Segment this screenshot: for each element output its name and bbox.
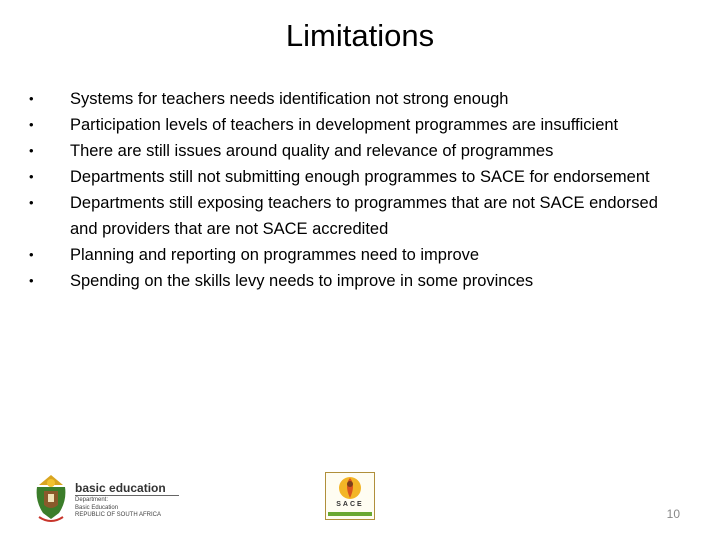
bullet-item <box>29 112 669 138</box>
bullet-list <box>29 86 669 294</box>
bullet-marker: • <box>29 117 34 132</box>
bullet-text: Systems for teachers needs identification not strong enough <box>70 90 509 108</box>
bullet-text: Participation levels of teachers in development programmes are insufficient <box>70 116 619 134</box>
bullet-marker: • <box>29 195 34 210</box>
dbe-line3: REPUBLIC OF SOUTH AFRICA <box>75 512 162 518</box>
bullet-marker: • <box>29 91 34 106</box>
dbe-line1: Department: <box>75 497 109 503</box>
dbe-divider <box>75 495 179 496</box>
bullet-text: Spending on the skills levy needs to improve in some provinces <box>70 272 534 290</box>
slide-number: 10 <box>666 507 680 521</box>
slide-title: Limitations <box>285 18 435 53</box>
dbe-wordmark: basic education <box>75 481 166 495</box>
bullet-marker: • <box>29 143 34 158</box>
dbe-line2: Basic Education <box>75 504 119 511</box>
dbe-logo <box>33 473 183 523</box>
bullet-item <box>29 268 669 294</box>
bullet-item <box>29 138 669 164</box>
bullet-text: Departments still not submitting enough programmes to SACE for endorsement <box>70 168 650 186</box>
bullet-text: Planning and reporting on programmes need to improve <box>70 246 480 264</box>
bullet-marker: • <box>29 247 34 262</box>
bullet-item <box>29 86 669 112</box>
bullet-marker: • <box>29 169 34 184</box>
bullet-marker: • <box>29 273 34 288</box>
bullet-item <box>29 164 669 190</box>
dbe-subtitle <box>75 497 161 520</box>
bullet-item <box>29 242 669 268</box>
bullet-text: Departments still exposing teachers to programmes that are not SACE endorsed and providers that are not SACE accredited <box>70 194 658 238</box>
bullet-text: There are still issues around quality and relevance of programmes <box>70 142 554 160</box>
sace-emblem-icon <box>326 473 374 503</box>
sace-band <box>328 512 372 516</box>
sace-letters: SACE <box>336 501 364 508</box>
bullet-item <box>29 190 669 242</box>
sace-logo <box>325 472 375 520</box>
coat-of-arms-icon <box>33 473 69 523</box>
